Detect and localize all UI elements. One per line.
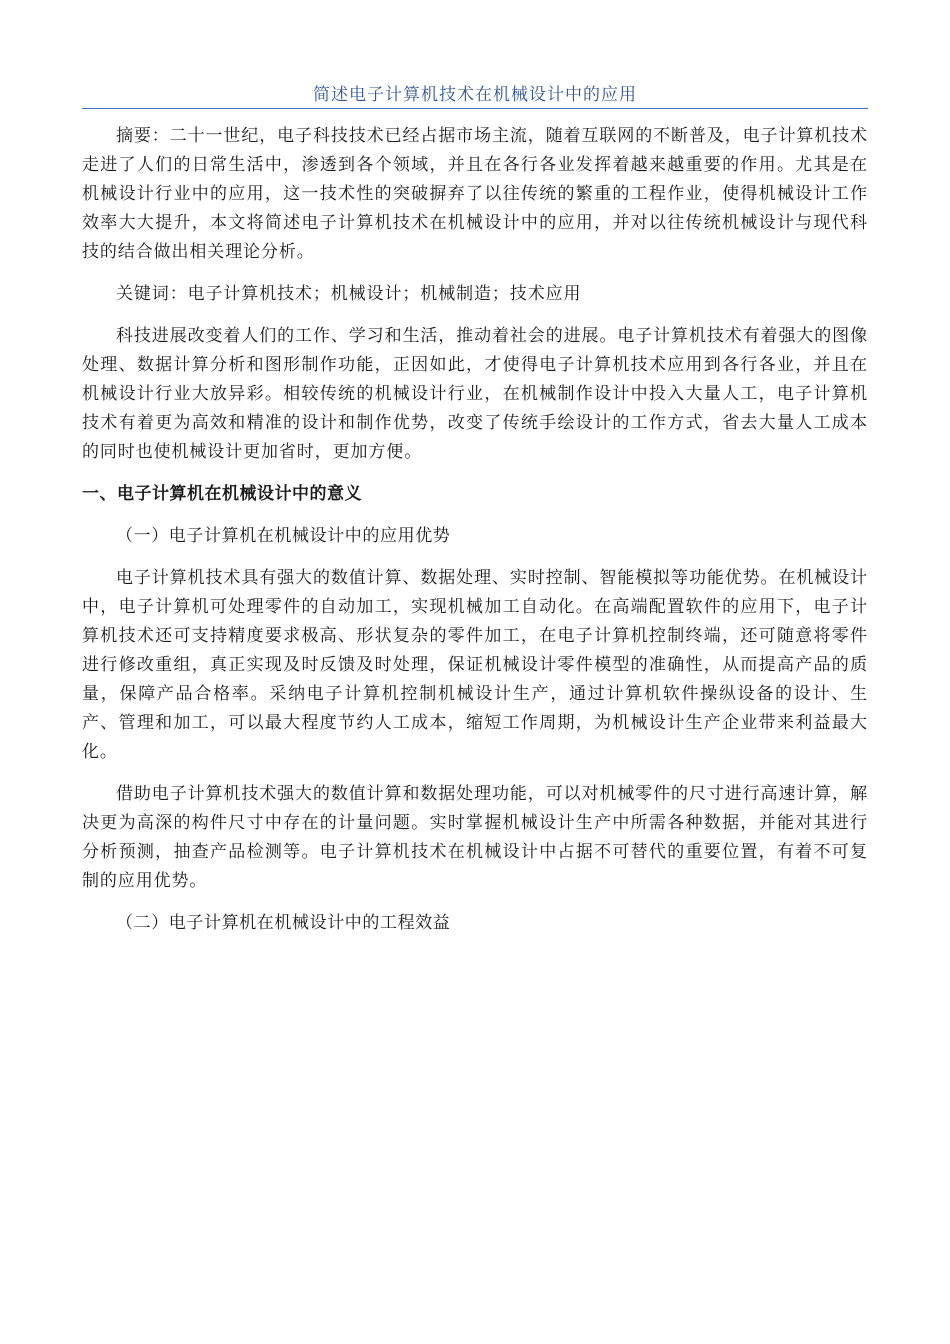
keywords-paragraph: 关键词：电子计算机技术；机械设计；机械制造；技术应用: [116, 284, 582, 304]
document-body: [82, 122, 868, 938]
abstract-paragraph: 摘要：二十一世纪，电子科技技术已经占据市场主流，随着互联网的不断普及，电子计算机技术走进了人们的日常生活中，渗透到各个领域，并且在各行各业发挥着越来越重要的作用。尤其是在机械设计行业中的应用，这一技术性的突破摒弃了以往传统的繁重的工程作业，使得机械设计工作效率大大提升，本文将简述电子计算机技术在机械设计中的应用，并对以往传统机械设计与现代科技的结合做出相关理论分析。: [82, 126, 868, 262]
intro-paragraph: 科技进展改变着人们的工作、学习和生活，推动着社会的进展。电子计算机技术有着强大的图像处理、数据计算分析和图形制作功能，正因如此，才使得电子计算机技术应用到各行各业，并且在机械设计行业大放异彩。相较传统的机械设计行业，在机械制作设计中投入大量人工，电子计算机技术有着更为高效和精准的设计和制作优势，改变了传统手绘设计的工作方式，省去大量人工成本的同时也使机械设计更加省时，更加方便。: [82, 326, 868, 462]
body-paragraph: 借助电子计算机技术强大的数值计算和数据处理功能，可以对机械零件的尺寸进行高速计算，解决更为高深的构件尺寸中存在的计量问题。实时掌握机械设计生产中所需各种数据，并能对其进行分析预测，抽查产品检测等。电子计算机技术在机械设计中占据不可替代的重要位置，有着不可复制的应用优势。: [82, 784, 868, 891]
section-heading: 一、电子计算机在机械设计中的意义: [82, 484, 362, 504]
page-header-title: 简述电子计算机技术在机械设计中的应用: [313, 85, 637, 105]
header-divider: [82, 108, 868, 109]
body-paragraph: 电子计算机技术具有强大的数值计算、数据处理、实时控制、智能模拟等功能优势。在机械设计中，电子计算机可处理零件的自动加工，实现机械加工自动化。在高端配置软件的应用下，电子计算机技术还可支持精度要求极高、形状复杂的零件加工，在电子计算机控制终端，还可随意将零件进行修改重组，真正实现及时反馈及时处理，保证机械设计零件模型的准确性，从而提高产品的质量，保障产品合格率。采纳电子计算机控制机械设计生产，通过计算机软件操纵设备的设计、生产、管理和加工，可以最大程度节约人工成本，缩短工作周期，为机械设计生产企业带来利益最大化。: [82, 568, 868, 762]
subsection-heading: （一）电子计算机在机械设计中的应用优势: [116, 526, 451, 546]
subsection-heading: （二）电子计算机在机械设计中的工程效益: [116, 913, 451, 933]
